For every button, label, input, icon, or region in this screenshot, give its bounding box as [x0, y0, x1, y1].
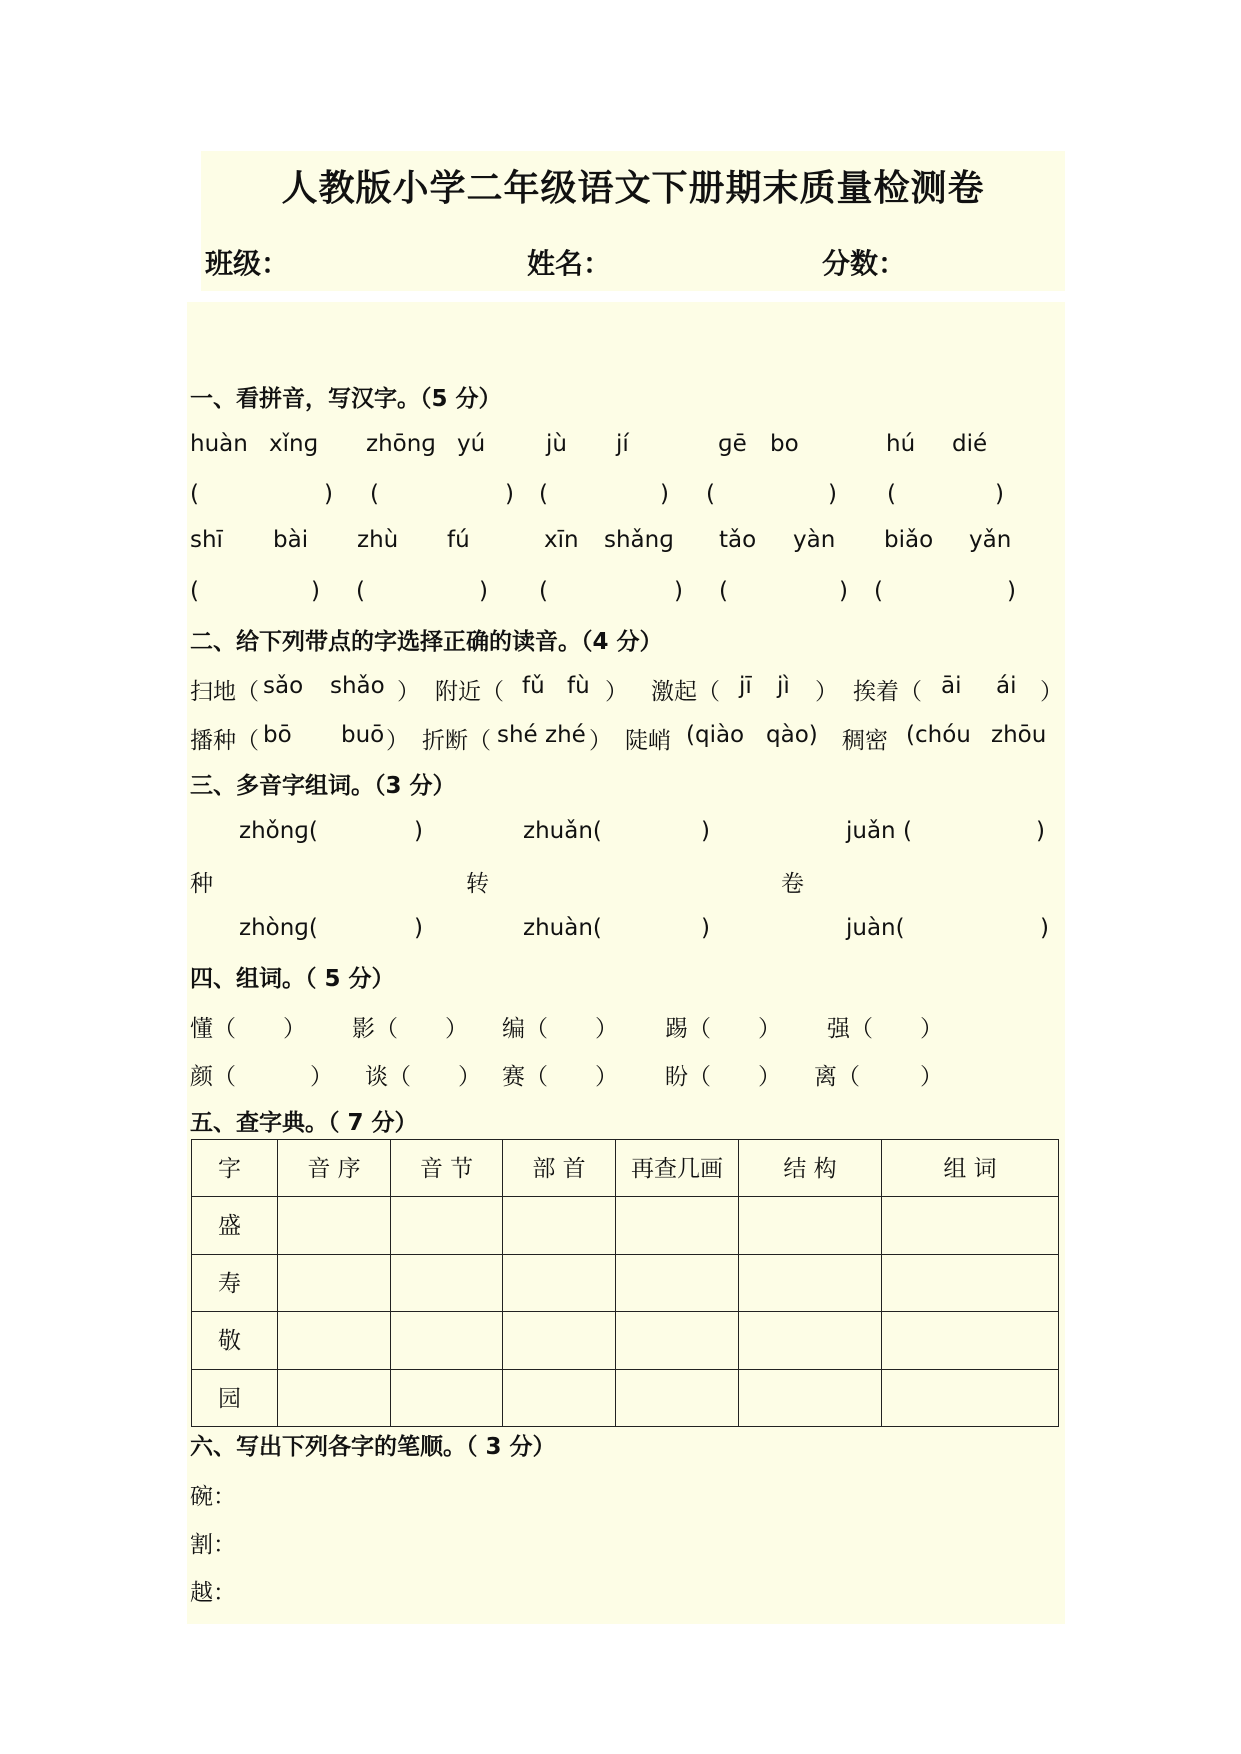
pinyin-close: ) [1040, 915, 1049, 941]
option: sǎo [263, 673, 304, 699]
answer-cell[interactable] [739, 1369, 882, 1426]
answer-cell[interactable] [278, 1197, 391, 1254]
close-paren: ） [920, 1064, 943, 1090]
section-3-title: 三、多音字组词。（3 分） [190, 773, 456, 799]
close-paren: ） [458, 1064, 481, 1090]
row-char: 盛 [192, 1197, 278, 1254]
answer-close: ) [839, 578, 848, 604]
answer-open: ( [719, 578, 728, 604]
close-paren: ） [758, 1064, 781, 1090]
close-paren: ） [920, 1016, 943, 1042]
word-char: 盼（ [665, 1064, 711, 1090]
answer-cell[interactable] [391, 1312, 503, 1369]
option: (chóu [906, 722, 971, 748]
answer-open: ( [190, 578, 199, 604]
answer-close: ) [505, 481, 514, 507]
table-row [192, 1254, 1059, 1311]
answer-cell[interactable] [882, 1312, 1059, 1369]
stroke-order-item: 碗： [190, 1484, 236, 1510]
answer-cell[interactable] [278, 1312, 391, 1369]
header-cell-strokes: 再查几画 [616, 1140, 739, 1197]
polyphone-char: 转 [466, 871, 489, 897]
close-paren: ） [283, 1016, 306, 1042]
word-char: 懂（ [190, 1016, 236, 1042]
option: jì [777, 673, 790, 699]
pinyin-close: ) [701, 818, 710, 844]
answer-cell[interactable] [616, 1369, 739, 1426]
pinyin-close: ) [414, 915, 423, 941]
answer-cell[interactable] [739, 1197, 882, 1254]
answer-cell[interactable] [616, 1254, 739, 1311]
pinyin-close: ) [701, 915, 710, 941]
answer-cell[interactable] [503, 1369, 616, 1426]
answer-open: ( [539, 481, 548, 507]
section-6-title: 六、写出下列各字的笔顺。（ 3 分） [190, 1434, 556, 1460]
word-char: 踢（ [665, 1016, 711, 1042]
pinyin-open: zhuǎn( [523, 818, 602, 844]
close-paren: ） [758, 1016, 781, 1042]
answer-cell[interactable] [739, 1254, 882, 1311]
pinyin: yǎn [969, 527, 1012, 553]
polyphone-char: 种 [190, 871, 213, 897]
pinyin: xǐnɡ [269, 431, 319, 457]
pinyin: dié [952, 431, 988, 457]
answer-open: ( [874, 578, 883, 604]
section-1-title: 一、看拼音，写汉字。（5 分） [190, 386, 502, 412]
pinyin: ɡē [718, 431, 747, 457]
option: āi [941, 673, 962, 699]
pinyin-open: juǎn ( [846, 818, 912, 844]
page-title: 人教版小学二年级语文下册期末质量检测卷 [281, 168, 985, 209]
pinyin-open: zhuàn( [523, 915, 602, 941]
word-prompt: 激起（ [651, 679, 720, 705]
word-char: 强（ [827, 1016, 873, 1042]
pinyin: bo [770, 431, 799, 457]
option: fù [567, 673, 590, 699]
option: bō [263, 722, 292, 748]
header-cell-words: 组 词 [882, 1140, 1059, 1197]
pinyin: zhōnɡ [366, 431, 436, 457]
answer-cell[interactable] [503, 1254, 616, 1311]
close-paren: ） [815, 679, 838, 705]
row-char: 寿 [192, 1254, 278, 1311]
close-paren: ） [595, 1064, 618, 1090]
option: shǎo [330, 673, 385, 699]
pinyin: yàn [793, 527, 836, 553]
answer-cell[interactable] [391, 1369, 503, 1426]
table-header-row [192, 1140, 1059, 1197]
option: (qiào [686, 722, 745, 748]
answer-close: ) [311, 578, 320, 604]
header-cell-initial: 音 序 [278, 1140, 391, 1197]
answer-close: ) [674, 578, 683, 604]
pinyin-close: ) [1036, 818, 1045, 844]
close-paren: ） [1040, 679, 1063, 705]
pinyin-close: ) [414, 818, 423, 844]
table-row [192, 1312, 1059, 1369]
pinyin-open: zhònɡ( [239, 915, 318, 941]
answer-cell[interactable] [278, 1254, 391, 1311]
answer-close: ) [479, 578, 488, 604]
answer-cell[interactable] [391, 1197, 503, 1254]
table-row [192, 1197, 1059, 1254]
word-char: 颜（ [190, 1064, 236, 1090]
pinyin-open: juàn( [846, 915, 905, 941]
stroke-order-item: 越： [190, 1580, 236, 1606]
row-char: 敬 [192, 1312, 278, 1369]
answer-close: ) [1007, 578, 1016, 604]
close-paren: ） [589, 728, 612, 754]
pinyin: yú [457, 431, 486, 457]
header-cell-char: 字 [192, 1140, 278, 1197]
pinyin: jù [546, 431, 567, 457]
word-char: 离（ [814, 1064, 860, 1090]
answer-cell[interactable] [616, 1197, 739, 1254]
option: shé zhé [497, 722, 586, 748]
pinyin: tǎo [719, 527, 757, 553]
word-prompt: 播种（ [190, 728, 259, 754]
word-char: 谈（ [365, 1064, 411, 1090]
close-paren: ） [386, 728, 409, 754]
option: buō [341, 722, 385, 748]
pinyin: shī [190, 527, 223, 553]
word-prompt: 挨着（ [853, 679, 922, 705]
word-char: 赛（ [502, 1064, 548, 1090]
name-label: 姓名： [527, 247, 612, 280]
option: zhōu [991, 722, 1047, 748]
answer-cell[interactable] [882, 1369, 1059, 1426]
header-cell-radical: 部 首 [503, 1140, 616, 1197]
word-prompt: 附近（ [435, 679, 504, 705]
pinyin: hú [886, 431, 916, 457]
answer-close: ) [324, 481, 333, 507]
option: ái [996, 673, 1017, 699]
pinyin: biǎo [884, 527, 934, 553]
word-prompt: 折断（ [422, 728, 491, 754]
answer-close: ) [660, 481, 669, 507]
answer-open: ( [706, 481, 715, 507]
close-paren: ） [397, 679, 420, 705]
answer-cell[interactable] [739, 1312, 882, 1369]
answer-cell[interactable] [278, 1369, 391, 1426]
answer-open: ( [356, 578, 365, 604]
score-label: 分数： [822, 247, 907, 280]
option: qào) [766, 722, 818, 748]
answer-open: ( [190, 481, 199, 507]
word-prompt: 陡峭 [625, 728, 671, 754]
polyphone-char: 卷 [781, 871, 804, 897]
pinyin: huàn [190, 431, 248, 457]
pinyin: zhù [357, 527, 399, 553]
close-paren: ） [605, 679, 628, 705]
pinyin: bài [273, 527, 309, 553]
pinyin: jí [616, 431, 629, 457]
answer-close: ) [995, 481, 1004, 507]
pinyin-open: zhǒnɡ( [239, 818, 318, 844]
stroke-order-item: 割： [190, 1532, 236, 1558]
word-char: 影（ [352, 1016, 398, 1042]
section-5-title: 五、查字典。（ 7 分） [190, 1110, 418, 1136]
dictionary-table [191, 1139, 1059, 1427]
table-row [192, 1369, 1059, 1426]
section-4-title: 四、组词。（ 5 分） [190, 966, 395, 992]
answer-close: ) [828, 481, 837, 507]
class-label: 班级： [205, 247, 290, 280]
answer-cell[interactable] [882, 1197, 1059, 1254]
pinyin: fú [447, 527, 470, 553]
pinyin: shǎnɡ [604, 527, 674, 553]
option: fǔ [522, 673, 545, 699]
header-cell-structure: 结 构 [739, 1140, 882, 1197]
section-2-title: 二、给下列带点的字选择正确的读音。（4 分） [190, 629, 663, 655]
answer-open: ( [887, 481, 896, 507]
answer-cell[interactable] [882, 1254, 1059, 1311]
header-cell-syllable: 音 节 [391, 1140, 503, 1197]
answer-cell[interactable] [503, 1312, 616, 1369]
answer-cell[interactable] [503, 1197, 616, 1254]
answer-open: ( [539, 578, 548, 604]
row-char: 园 [192, 1369, 278, 1426]
answer-cell[interactable] [391, 1254, 503, 1311]
word-prompt: 稠密 [842, 728, 888, 754]
close-paren: ） [595, 1016, 618, 1042]
word-char: 编（ [502, 1016, 548, 1042]
word-prompt: 扫地（ [190, 679, 259, 705]
answer-cell[interactable] [616, 1312, 739, 1369]
answer-open: ( [370, 481, 379, 507]
close-paren: ） [445, 1016, 468, 1042]
option: jī [739, 673, 752, 699]
pinyin: xīn [544, 527, 579, 553]
close-paren: ） [310, 1064, 333, 1090]
